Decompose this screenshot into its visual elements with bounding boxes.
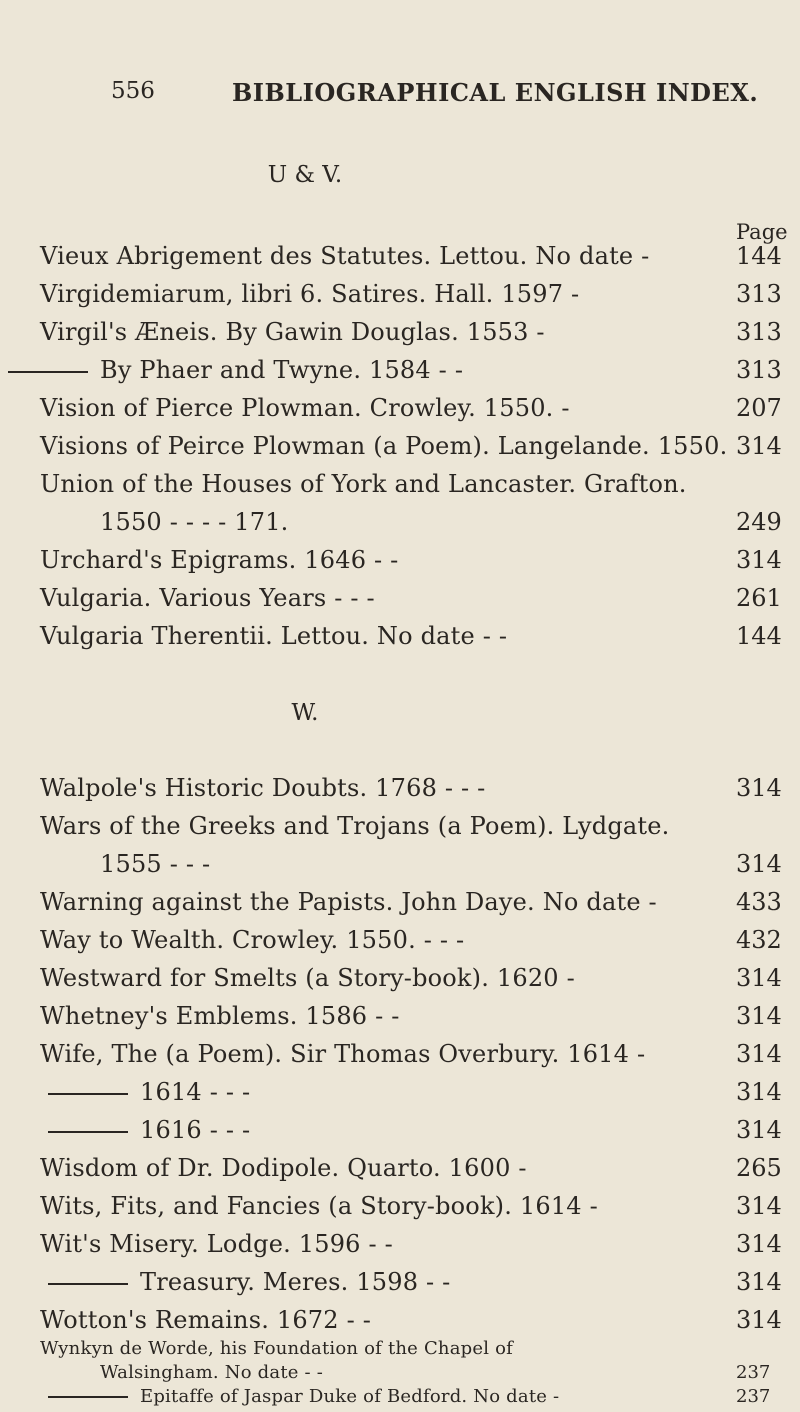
entry-text: Wynkyn de Worde, his Foundation of the Chapel of: [40, 1338, 513, 1359]
index-entry: [0, 1116, 800, 1146]
ditto-rule: [48, 1396, 128, 1398]
entry-page: 313: [736, 280, 782, 308]
entry-page: 207: [736, 394, 782, 422]
entry-page: 313: [736, 318, 782, 346]
index-entry: [0, 1268, 800, 1298]
index-entry: [0, 1338, 800, 1362]
entry-text: Vieux Abrigement des Statutes. Lettou. No date -: [40, 242, 650, 270]
index-entry: [0, 812, 800, 842]
entry-page: 314: [736, 432, 782, 460]
entry-text: By Phaer and Twyne. 1584 - -: [100, 356, 464, 384]
entry-text: Vulgaria Therentii. Lettou. No date - -: [40, 622, 508, 650]
entry-page: 314: [736, 850, 782, 878]
entry-text: Wit's Misery. Lodge. 1596 - -: [40, 1230, 393, 1258]
entry-page: 313: [736, 356, 782, 384]
entry-page: 261: [736, 584, 782, 612]
section-letter-uv: U & V.: [267, 162, 343, 188]
entry-text: Urchard's Epigrams. 1646 - -: [40, 546, 399, 574]
ditto-rule: [8, 371, 88, 373]
index-entry: [0, 1002, 800, 1032]
entry-text: Wotton's Remains. 1672 - -: [40, 1306, 372, 1334]
index-entry: [0, 1192, 800, 1222]
index-entry: [0, 584, 800, 614]
index-entry: [0, 1386, 800, 1410]
running-header: [0, 78, 800, 112]
index-entry: [0, 356, 800, 386]
entry-text: 1614 - - -: [140, 1078, 251, 1106]
index-entry: [0, 964, 800, 994]
entry-page: 265: [736, 1154, 782, 1182]
index-entry: [0, 850, 800, 880]
index-entry: [0, 622, 800, 652]
index-entry: [0, 546, 800, 576]
entry-page: 433: [736, 888, 782, 916]
index-entry: [0, 394, 800, 424]
entry-text: Wisdom of Dr. Dodipole. Quarto. 1600 -: [40, 1154, 527, 1182]
ditto-rule: [48, 1093, 128, 1095]
entry-text: Warning against the Papists. John Daye. No date -: [40, 888, 657, 916]
entry-page: 314: [736, 964, 782, 992]
entry-text: 1550 - - - - 171.: [100, 508, 289, 536]
entry-text: Vulgaria. Various Years - - -: [40, 584, 375, 612]
index-entry: [0, 1040, 800, 1070]
entry-text: 1555 - - -: [100, 850, 211, 878]
index-entry: [0, 242, 800, 272]
page-title: BIBLIOGRAPHICAL ENGLISH INDEX.: [232, 78, 759, 107]
index-entry: [0, 1230, 800, 1260]
entry-page: 144: [736, 622, 782, 650]
section-letter-w: W.: [291, 700, 319, 726]
entry-text: Way to Wealth. Crowley. 1550. - - -: [40, 926, 465, 954]
entry-page: 249: [736, 508, 782, 536]
entry-page: 314: [736, 1306, 782, 1334]
index-entry: [0, 280, 800, 310]
index-entry: [0, 774, 800, 804]
entry-page: 314: [736, 1230, 782, 1258]
index-entry: [0, 470, 800, 500]
entry-page: 314: [736, 1078, 782, 1106]
entry-page: 314: [736, 1002, 782, 1030]
entry-page: 314: [736, 546, 782, 574]
entry-page: 314: [736, 774, 782, 802]
entry-page: 314: [736, 1192, 782, 1220]
entry-page: 237: [736, 1362, 771, 1383]
entry-page: 314: [736, 1040, 782, 1068]
entry-text: Walsingham. No date - -: [100, 1362, 324, 1383]
entry-text: Visions of Peirce Plowman (a Poem). Langelande. 1550.: [40, 432, 728, 460]
entry-text: Westward for Smelts (a Story-book). 1620 -: [40, 964, 575, 992]
entry-page: 144: [736, 242, 782, 270]
index-entry: [0, 1306, 800, 1336]
index-entry: [0, 888, 800, 918]
page-number: 556: [111, 78, 155, 104]
entry-page: 432: [736, 926, 782, 954]
entry-text: Whetney's Emblems. 1586 - -: [40, 1002, 400, 1030]
entry-text: Wits, Fits, and Fancies (a Story-book). 1614 -: [40, 1192, 598, 1220]
entry-page: 314: [736, 1268, 782, 1296]
page-column-heading: Page: [736, 220, 788, 244]
index-entry: [0, 1154, 800, 1184]
entry-text: Virgidemiarum, libri 6. Satires. Hall. 1597 -: [40, 280, 580, 308]
entry-text: Union of the Houses of York and Lancaster. Grafton.: [40, 470, 687, 498]
index-entry: [0, 1362, 800, 1386]
entry-text: 1616 - - -: [140, 1116, 251, 1144]
tail-entries: [0, 1338, 800, 1412]
index-entry: [0, 1078, 800, 1108]
index-entry: [0, 432, 800, 462]
entry-text: Vision of Pierce Plowman. Crowley. 1550. -: [40, 394, 570, 422]
entry-text: Wars of the Greeks and Trojans (a Poem). Lydgate.: [40, 812, 670, 840]
entry-text: Wife, The (a Poem). Sir Thomas Overbury. 1614 -: [40, 1040, 646, 1068]
entry-text: Walpole's Historic Doubts. 1768 - - -: [40, 774, 486, 802]
ditto-rule: [48, 1283, 128, 1285]
entry-page: 314: [736, 1116, 782, 1144]
entry-page: 237: [736, 1386, 771, 1407]
entry-text: Treasury. Meres. 1598 - -: [140, 1268, 451, 1296]
index-entry: [0, 508, 800, 538]
index-entry: [0, 926, 800, 956]
entry-text: Epitaffe of Jaspar Duke of Bedford. No date -: [140, 1386, 560, 1407]
index-entry: [0, 318, 800, 348]
entry-text: Virgil's Æneis. By Gawin Douglas. 1553 -: [40, 318, 545, 346]
ditto-rule: [48, 1131, 128, 1133]
